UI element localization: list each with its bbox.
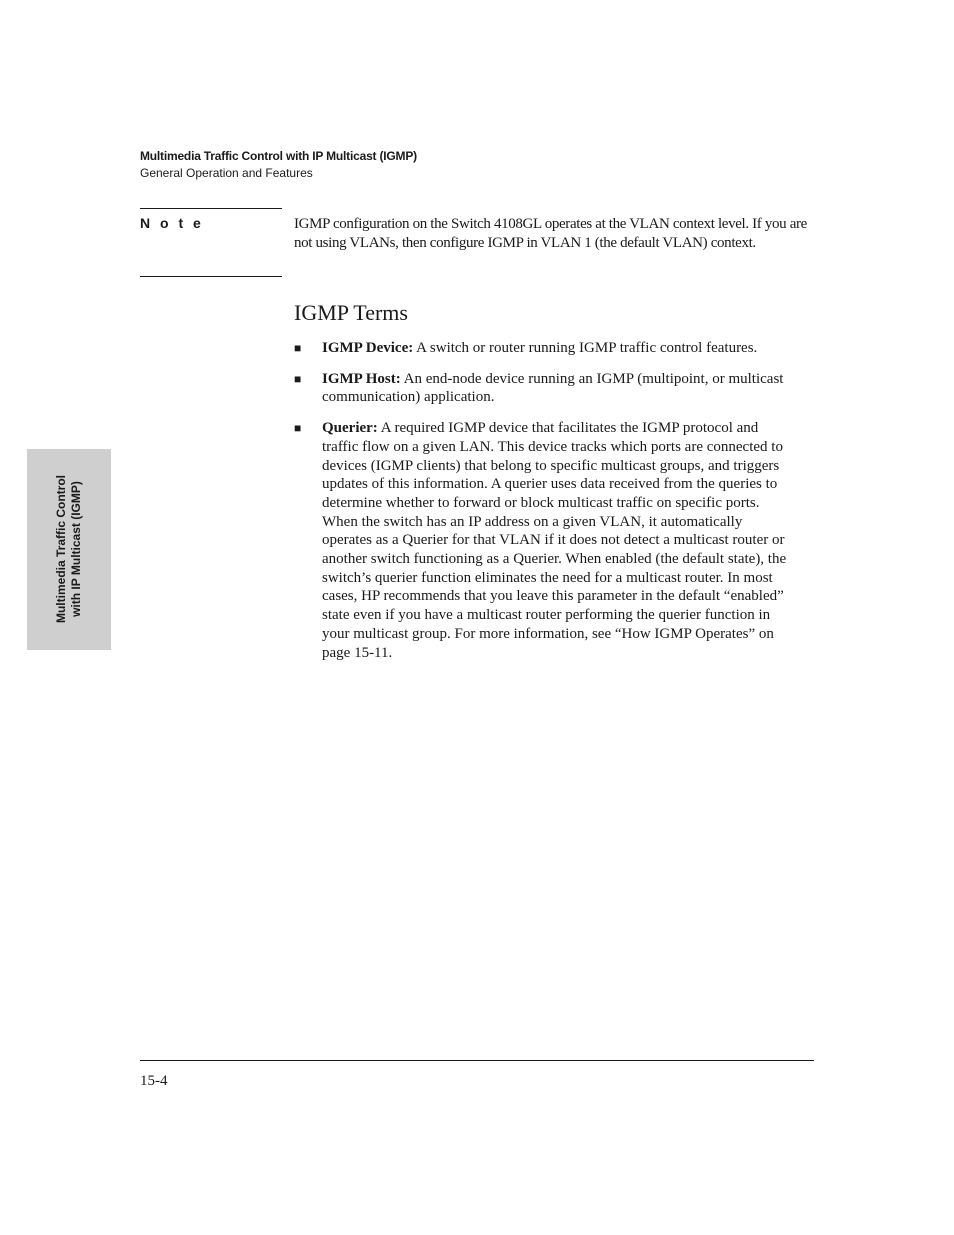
section-heading: IGMP Terms xyxy=(294,300,408,325)
term-definition: A switch or router running IGMP traffic control features. xyxy=(413,340,758,356)
side-tab-line-1: Multimedia Traffic Control xyxy=(54,475,68,624)
list-item xyxy=(294,419,788,662)
side-tab-line-2: with IP Multicast (IGMP) xyxy=(69,481,83,617)
bullet-icon: ■ xyxy=(294,371,302,386)
chapter-title: Multimedia Traffic Control with IP Multicast (IGMP) xyxy=(140,149,417,163)
term-name: Querier: xyxy=(322,420,378,437)
note-bottom-rule xyxy=(140,276,282,277)
note-top-rule xyxy=(140,208,282,209)
list-item xyxy=(294,339,788,358)
page-number: 15-4 xyxy=(140,1073,168,1089)
section-title: General Operation and Features xyxy=(140,166,313,180)
term-list xyxy=(294,339,788,674)
note-label: N o t e xyxy=(140,215,204,231)
term-name: IGMP Host: xyxy=(322,370,401,387)
chapter-side-tab xyxy=(27,449,111,650)
term-definition: A required IGMP device that facilitates the IGMP protocol and traffic flow on a given LAN. This device tracks which ports are connected to devices (IGMP clients) that belong to specific multicast groups, and triggers updates of this information. A querier uses data received from the queries to determine whether to forward or block multicast traffic on specific ports. When the switch has an IP address on a given VLAN, it automatically operates as a Querier for that VLAN if it does not detect a multicast router or another switch functioning as a Querier. When enabled (the default state), the switch’s querier function eliminates the need for a multicast router. In most cases, HP recommends that you leave this parameter in the default “enabled” state even if you have a multicast router performing the querier function in your multicast group. For more information, see “How IGMP Operates” on page 15-11. xyxy=(322,420,787,661)
list-item xyxy=(294,370,788,407)
term-name: IGMP Device: xyxy=(322,340,414,356)
term-definition: An end-node device running an IGMP (multipoint, or multicast communication) application. xyxy=(322,370,784,406)
note-text: IGMP configuration on the Switch 4108GL operates at the VLAN context level. If you are not using VLANs, then configure IGMP in VLAN 1 (the default VLAN) context. xyxy=(294,216,807,251)
side-tab-label xyxy=(54,454,84,644)
bullet-icon: ■ xyxy=(294,341,302,355)
footer-rule xyxy=(140,1060,814,1061)
running-header xyxy=(140,148,417,182)
bullet-icon: ■ xyxy=(294,421,302,436)
